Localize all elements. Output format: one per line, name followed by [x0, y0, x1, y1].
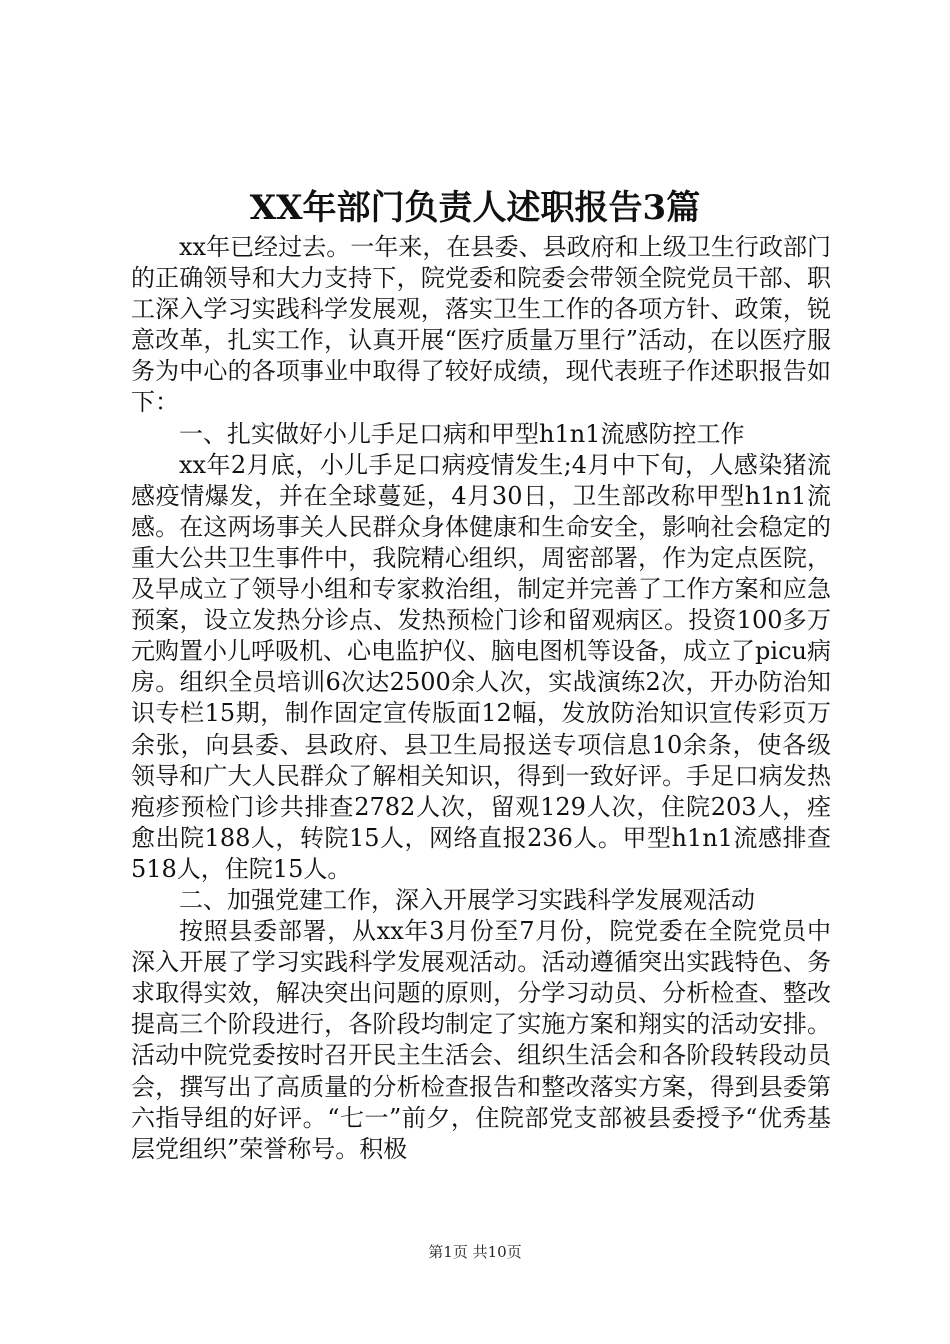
document-body [131, 232, 831, 1165]
paragraph-intro: xx年已经过去。一年来，在县委、县政府和上级卫生行政部门的正确领导和大力支持下，院党委和院委会带领全院党员干部、职工深入学习实践科学发展观，落实卫生工作的各项方针、政策，锐意改革，扎实工作，认真开展“医疗质量万里行”活动，在以医疗服务为中心的各项事业中取得了较好成绩，现代表班子作述职报告如下： [131, 233, 831, 417]
paragraph-section-1: xx年2月底，小儿手足口病疫情发生;4月中下旬，人感染猪流感疫情爆发，并在全球蔓延，4月30日，卫生部改称甲型h1n1流感。在这两场事关人民群众身体健康和生命安全，影响社会稳定的重大公共卫生事件中，我院精心组织，周密部署，作为定点医院，及早成立了领导小组和专家救治组，制定并完善了工作方案和应急预案，设立发热分诊点、发热预检门诊和留观病区。投资100多万元购置小儿呼吸机、心电监护仪、脑电图机等设备，成立了picu病房。组织全员培训6次达2500余人次，实战演练2次，开办防治知识专栏15期，制作固定宣传版面12幅，发放防治知识宣传彩页万余张，向县委、县政府、县卫生局报送专项信息10余条，使各级领导和广大人民群众了解相关知识，得到一致好评。手足口病发热疱疹预检门诊共排查2782人次，留观129人次，住院203人，痊愈出院188人，转院15人，网络直报236人。甲型h1n1流感排查518人，住院15人。 [131, 450, 831, 883]
page-number-footer: 第1页 共10页 [428, 1243, 522, 1261]
section-heading-2: 二、加强党建工作，深入开展学习实践科学发展观活动 [179, 885, 755, 914]
document-title: XX年部门负责人述职报告3篇 [249, 188, 701, 228]
section-heading-1: 一、扎实做好小儿手足口病和甲型h1n1流感防控工作 [179, 419, 745, 448]
paragraph-section-2: 按照县委部署，从xx年3月份至7月份，院党委在全院党员中深入开展了学习实践科学发展观活动。活动遵循突出实践特色、务求取得实效，解决突出问题的原则，分学习动员、分析检查、整改提高三个阶段进行，各阶段均制定了实施方案和翔实的活动安排。活动中院党委按时召开民主生活会、组织生活会和各阶段转段动员会，撰写出了高质量的分析检查报告和整改落实方案，得到县委第六指导组的好评。“七一”前夕，住院部党支部被县委授予“优秀基层党组织”荣誉称号。积极 [131, 917, 831, 1163]
